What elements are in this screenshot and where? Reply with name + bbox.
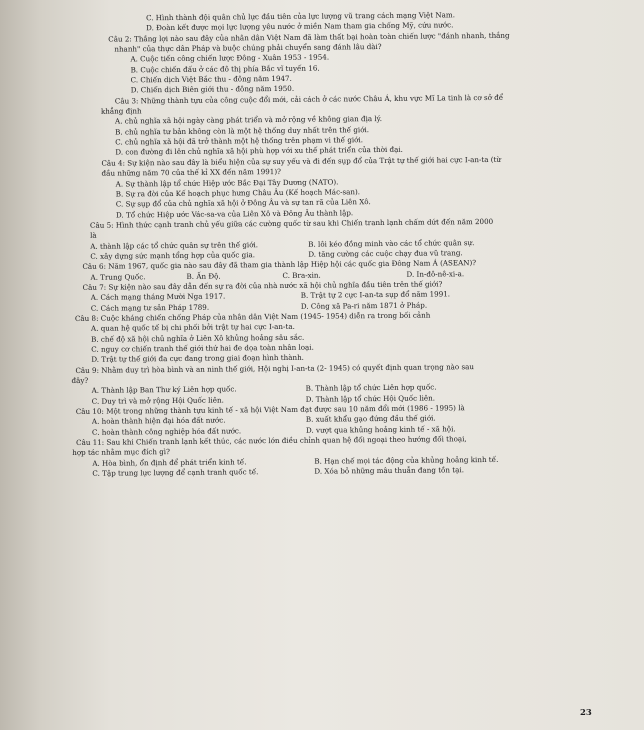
q6-option-d: D. In-đô-nê-xi-a. [406,268,465,279]
q9-option-c: C. Duy trì và mở rộng Hội Quốc liên. [91,395,224,406]
q2-option-d: D. Chiến dịch Biên giới thu - đông năm 1950. [130,84,295,95]
q2-stem: Câu 2: Thắng lợi nào sau đây của nhân dân Việt Nam đã làm thất bại hoàn toàn chiến lược "đánh nhanh, thắng [108,30,510,44]
q2-option-b: B. Cuộc chiến đấu ở các đô thị phía Bắc vĩ tuyến 16. [130,63,320,75]
q6-stem: Câu 6: Năm 1967, quốc gia nào sau đây đã tham gia thành lập Hiệp hội các quốc gia Đông Nam Á (ASEAN)? [82,258,477,272]
q1-option-d: D. Đoàn kết được mọi lực lượng yêu nước ở miền Nam tham gia chống Mỹ, cứu nước. [146,20,454,33]
q3-option-b: B. chủ nghĩa tư bản không còn là một hệ thống duy nhất trên thế giới. [115,124,370,137]
q3-option-a: A. chủ nghĩa xã hội ngày càng phát triển và mở rộng về không gian địa lý. [114,114,383,126]
q4-option-a: A. Sự thành lập tổ chức Hiệp ước Bắc Đại Tây Dương (NATO). [115,176,339,189]
q4-stem-cont: đầu những năm 70 của thế kỉ XX đến năm 1991)? [101,167,281,178]
q7-option-d: D. Công xã Pa-ri năm 1871 ở Pháp. [300,300,428,311]
q9-stem-cont: đây? [71,375,89,386]
q7-stem: Câu 7: Sự kiện nào sau đây dẫn đến sự ra đời của nhà nước xã hội chủ nghĩa đầu tiên trên thế giới? [82,279,443,292]
q8-stem: Câu 8: Cuộc kháng chiến chống Pháp của nhân dân Việt Nam (1945- 1954) diễn ra trong bối cảnh [74,310,431,323]
q10-option-a: A. hoàn thành hiện đại hóa đất nước. [91,415,226,427]
q11-option-d: D. Xóa bỏ những mâu thuẫn đang tồn tại. [314,465,464,476]
q5-stem-cont: là [90,230,97,241]
q3-option-d: D. con đường đi lên chủ nghĩa xã hội phù hợp với xu thế phát triển của thời đại. [115,145,403,158]
q8-option-a: A. quan hệ quốc tế bị chi phối bởi trật tự hai cực I-an-ta. [90,322,295,334]
q10-option-d: D. vượt qua khủng hoảng kinh tế - xã hội. [305,424,456,435]
q5-stem: Câu 5: Hình thức cạnh tranh chủ yếu giữa các cường quốc từ sau khi Chiến tranh lạnh chấm dứt đến năm 2000 [89,216,494,230]
q7-option-b: B. Trật tự 2 cực I-an-ta sụp đổ năm 1991. [300,289,451,301]
exam-questions [68,9,634,480]
q4-option-c: C. Sự sụp đổ của chủ nghĩa xã hội ở Đông Âu và sự tan rã của Liên Xô. [115,197,371,209]
q8-option-c: C. nguy cơ chiến tranh thế giới thứ hai đe dọa toàn nhân loại. [91,342,314,354]
q6-option-a: A. Trung Quốc. [90,271,146,282]
q7-option-a: A. Cách mạng tháng Mười Nga 1917. [90,291,226,303]
q1-option-c: C. Hình thành đội quân chủ lực đầu tiên của lực lượng vũ trang cách mạng Việt Nam. [145,10,455,23]
q10-stem: Câu 10: Một trong những thành tựu kinh tế - xã hội Việt Nam đạt được sau 10 năm đổi mới (1986 - 1995) là [75,403,465,417]
page-number: 23 [580,708,592,718]
q11-stem: Câu 11: Sau khi Chiến tranh lạnh kết thúc, các nước lớn điều chỉnh quan hệ đối ngoại theo hướng đối thoại, [76,434,467,448]
q11-option-a: A. Hòa bình, ổn định để phát triển kinh tế. [92,457,247,468]
q8-option-d: D. Trật tự thế giới đa cực đang trong giai đoạn hình thành. [91,353,304,365]
q9-option-a: A. Thành lập Ban Thư ký Liên hợp quốc. [91,384,237,396]
q10-option-b: B. xuất khẩu gạo đứng đầu thế giới. [305,413,436,425]
q4-option-b: B. Sự ra đời của Kế hoạch phục hưng Châu Âu (Kế hoạch Mác-san). [115,187,361,199]
q9-option-b: B. Thành lập tổ chức Liên hợp quốc. [305,382,437,394]
q11-stem-cont: hợp tác nhằm mục đích gì? [72,447,170,458]
q5-option-c: C. xây dựng sức mạnh tổng hợp của quốc gia. [90,250,256,261]
q5-option-d: D. tăng cường các cuộc chạy đua vũ trang. [308,248,463,259]
q11-option-c: C. Tập trung lực lượng để cạnh tranh quốc tế. [92,467,259,478]
q8-option-b: B. chế độ xã hội chủ nghĩa ở Liên Xô khủng hoảng sâu sắc. [91,332,305,344]
q6-option-c: C. Bra-xin. [282,270,321,280]
q5-option-b: B. lôi kéo đồng minh vào các tổ chức quân sự. [308,237,475,249]
q2-option-c: C. Chiến dịch Việt Bắc thu - đông năm 1947. [130,73,292,85]
q4-stem: Câu 4: Sự kiện nào sau đây là biểu hiện của sự suy yếu và đi đến sụp đổ của Trật tự thế giới hai cực I-an-ta (từ [101,154,502,168]
q9-stem: Câu 9: Nhằm duy trì hòa bình và an ninh thế giới, Hội nghị I-an-ta (2- 1945) có quyết định quan trọng nào sau [75,361,475,375]
q4-option-d: D. Tổ chức Hiệp ước Vác-sa-va của Liên Xô và Đông Âu thành lập. [115,207,354,220]
q3-stem: Câu 3: Những thành tựu của công cuộc đổi mới, cải cách ở các nước Châu Á, khu vực Mĩ La tinh là cơ sở để [114,92,504,106]
q5-option-a: A. thành lập các tổ chức quân sự trên thế giới. [90,239,259,251]
q3-stem-cont: khẳng định [100,106,142,116]
q2-stem-cont: nhanh" của thực dân Pháp và buộc chúng phải chuyển sang đánh lâu dài? [114,42,382,54]
q6-option-b: B. Ấn Độ. [186,271,221,281]
q2-option-a: A. Cuộc tiến công chiến lược Đông - Xuân 1953 - 1954. [130,52,330,64]
q9-option-d: D. Thành lập tổ chức Hội Quốc liên. [305,393,436,404]
q3-option-c: C. chủ nghĩa xã hội đã trở thành một hệ thống trên phạm vi thế giới. [115,135,364,147]
q7-option-c: C. Cách mạng tư sản Pháp 1789. [90,302,210,313]
q11-option-b: B. Hạn chế mọi tác động của khủng hoảng kinh tế. [314,454,499,466]
q10-option-c: C. hoàn thành công nghiệp hóa đất nước. [91,426,242,437]
